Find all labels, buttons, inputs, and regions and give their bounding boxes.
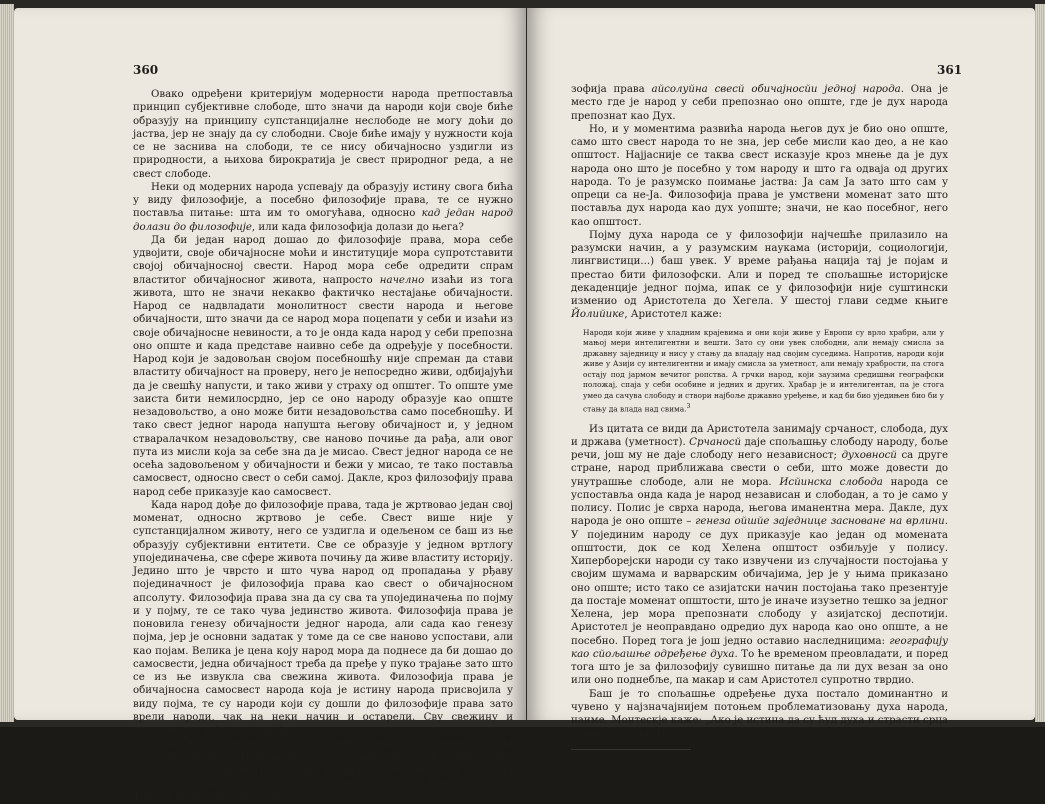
footnote: $^3$ Aristotel, Politika, Globus, Sveučilišna naklada Liber, Zagreb 1988, 1327 b. bbox=[585, 753, 894, 765]
paragraph: Да би један народ дошао до филозофије права, мора себе удвојити, своје обичајносне моћи и институције мора супротставити својој обичајносној свести. Народ мора себе одредити спрам властитог обичајносног живота, напросто начелно изаћи из тога живота, што не значи некакво фактичко нестајање обичајности. Народ се надвладати монолитност свести народа и његове обичајности, што значи да се народ мора поцепати у себи и изаћи из своје обичајносне невиности, а то је онда када народ у себи препозна оно опште и када представе наивно себе да одређује у посебности. Народ који је задовољан својом посебношћу није спреман да стави властиту обичајност на проверу, него је непосредно живи, одбијајући да је свешћу напусти, и тако живи у страху од општег. То опште уме заиста бити немилосрдно, јер се оно народу образује као опште незадовољство, а оно може бити незадовољства само посебношћу. И тако свест једног народа напушта његову обичајност и, у једном стваралачком незадовољству, све наново почиње да рађа, али овог пута из мисли која за себе зна да је мисао. Свест једног народа се не осећа задовољеном у обичајности и бежи у мисао, те тако поставља самосвест, односно свест о себи самој. Дакле, кроз филозофију права народ себе приказује као самосвест. bbox=[133, 234, 513, 498]
footnote-rule bbox=[571, 749, 691, 750]
page-edges-left bbox=[0, 4, 14, 722]
page-number-left: 360 bbox=[133, 63, 159, 77]
paragraph: Из цитата се види да Аристотела занимају срчаност, слобода, дух и држава (уметност). Срчаносй даје спољашњу слободу народу, боље речи, још му не даје слободу него независност; духовносй са друге стране, народ приближава свести о себи, што може довести до унутрашње слободе, али не мора. Исйинска слобода народа се успоставља онда када је народ независан и слободан, а то је само у полису. Полис је сврха народа, његова иманентна мера. Дакле, дух народа је оно опште – генеза ойшйе заједнице засноване на врлини. У појединим народу се дух приказује као један од момената општости, док се код Хелена општост озбиљује у полису. Хиперборејски народи су тако извучени из случајности постојања у својим шумама и варварским обичајима, јер је у њима приказано оно опште; исто тако се азијатски начин постојања тако презентује да постаје моменат општости, што је иначе изузетно тешко за једног Хелена, јер мора препознати слободу у азијатској деспотији. Аристотел је неоправдано одредио дух народа као оно опште, а не посебно. Поред тога је још једно оставио наследницима: географију као сйољашње одређење духа. То ће временом преовладати, и поред тога што је за филозофију сувишно питање да ли дух везан за оно или оно поднебље, па макар и сам Аристотел супротно тврдио. bbox=[571, 423, 949, 687]
paragraph: Овако одређени критеријум модерности народа претпоставља принцип субјективне слободе, што значи да народи који своје биће образују на принципу супстанцијалне неслободе не могу доћи до јаства, јер не знају да су слободни. Своје биће имају у нужности која се не заснива на слободи, те се нису обичајносно уздигли из природности, а њихова бирократија је свест природног реда, а не свест слободе. bbox=[133, 89, 513, 180]
paragraph: Неки од модерних народа успевају да образују истину свога бића у виду филозофије, а посебно филозофије права, те се нужно поставља питање: шта им то омогућава, односно кад један народ долази до филозофије, или када филозофија долази до њега? bbox=[133, 181, 513, 233]
left-page bbox=[14, 8, 526, 803]
paragraph: Један народ пролази кроз моменте развића ка правности која себе зна, да би се ту помирио, те своје актуелно и своје виртуелно биће довео у идентитет. Када правност себе зна, тек је онда обичајност дошла до самосвести, и народ тада у себи препознаје Дух. Тако се може рећи да је фило- bbox=[133, 738, 513, 803]
paragraph: Када народ дође до филозофије права, тада је жртвовао један свој моменат, односно жртвово је себе. Свест више није у супстанцијалном животу, него се уздигла и одељеном се баш из ње образују субјективни ентитети. Све се образује у једном вртлогу упојединачења, све сфере живота почињу да живе властиту историју. Једино што је чврсто и што чува народ од пропадања у рђаву појединачност је филозофија права као свест о обичајносном апсолуту. Филозофија права зна да су сва та упојединачења по појму и у појму, те се тако чува јединство живота. Филозофија права је поновила генезу обичајности једног народа, али сада као генезу појма, јер је основни задатак у томе да се све наново успостави, али као појам. Велика је цена коју народ мора да поднесе да би дошао до самосвести, једна обичајност треба да пређе у пуко трајање зато што се из ње извукла сва свежина живота. Филозофија права је обичајносна самосвест народа која је истину народа присвојила у виду појма, те су народи који су дошли до филозофије права зато врели народи, чак на неки начин и остарели. Сву свежину и животност имају само у појму. bbox=[133, 499, 513, 736]
right-page bbox=[527, 8, 1035, 765]
right-page-body bbox=[571, 83, 948, 765]
paragraph: Појму духа народа се у филозофији најчешће прилазило на разумски начин, а у разумским наукама (историји, социологији, лингвистици...) баш увек. У време рађања нација тај је појам и престао бити филозофски. Али и поред те спољашње историјске декаденције једног појма, ипак се у филозофији није суштински изменио од Аристотела до Хегела. У шестој глави седме књиге Йолийике, Аристотел каже: bbox=[571, 229, 948, 321]
paragraph: Баш је то спољашње одређење духа постало доминантно и чувено у најзначајнијем потоњем проблематизовању духа народа, наиме, Монтескје каже: „Ако је истина да су ћуд духа и страсти срца крајње различити у bbox=[571, 688, 948, 740]
paragraph: Но, и у моментима развића народа његов дух је био оно опште, само што свест народа то не зна, јер себе мисли као део, а не као општост. Најјасније се таква свест исказује кроз мнење да је дух народа оно што је посебно у том народу и што га одваја од других народа. То је разумско поимање јаства: Ја сам Ја зато што сам у опреци са не-Ја. Филозофија права је умствени моменат зато што поставља дух народа као дух уопште; значи, не као посебног, него као општост. bbox=[571, 123, 948, 228]
paragraph: зофија права айсолуйна свесй обичајносйи једној народа. Она је место где је народ у себи препознао оно опште, где је дух народа препознат као Дух. bbox=[571, 84, 949, 122]
page-number-right: 361 bbox=[937, 63, 963, 77]
page-edges-right bbox=[1035, 4, 1045, 722]
left-page-body bbox=[133, 88, 513, 804]
footnote-ref: 3 bbox=[686, 402, 691, 410]
block-quote: Народи који живе у хладним крајевима и они који живе у Европи су врло храбри, али у мањој мери интелигентни и вешти. Зато су они увек слободни, али немају смисла за државну заједницу и нису у стању да владају над својим суседима. Напротив, народи који живе у Азији су интелигентни и имају смисла за уметност, али немају храбрости, па стога остају под јармом вечитог ропства. А грчки народ, који заузима средишњи географски положај, спаја у себи особине и једних и других. Храбар је и интелигентан, па је стога умео да сачува слободу и створи најбоље државно уређење, и кад би био уједињен био би у стању да влада над свима.$^3$ bbox=[583, 327, 944, 414]
